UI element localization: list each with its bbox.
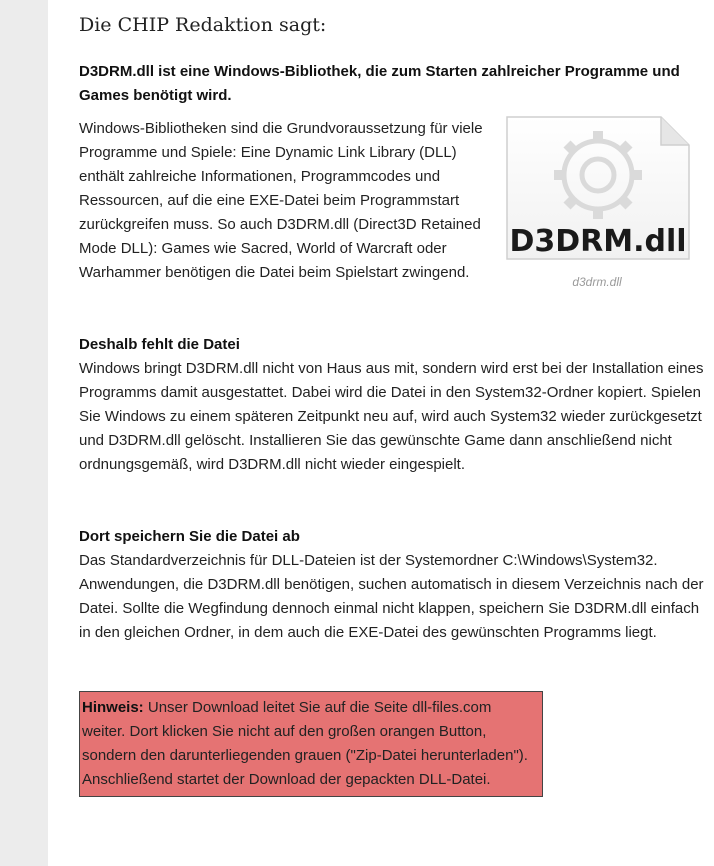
lead-paragraph: D3DRM.dll ist eine Windows-Bibliothek, die zum Starten zahlreicher Programme und Games benötigt wird. [79,63,680,104]
file-gear-icon [501,115,693,265]
intro-paragraph: Windows-Bibliotheken sind die Grundvoraussetzung für viele Programme und Spiele: Eine Dynamic Link Library (DLL) enthält zahlreiche Informationen, Programmcodes und Ressourcen, auf die eine EXE-Datei beim Programmstart zurückgreifen muss. So auch D3DRM.dll (Direct3D Retained Mode DLL): Games wie Sacred, World of Warcraft oder Warhammer benötigen die Datei beim Spielstart zwingend. [79,120,483,281]
file-icon-label: D3DRM.dll [509,224,687,259]
where-to-save-text: Das Standardverzeichnis für DLL-Dateien ist der Systemordner C:\Windows\System32. Anwendungen, die D3DRM.dll benötigen, suchen automatisch in diesem Verzeichnis nach der Datei. Sollte die Wegfindung dennoch einmal nicht klappen, speichern Sie D3DRM.dll einfach in den gleichen Ordner, in dem auch die EXE-Datei des gewünschten Programms liegt. [79,552,704,641]
left-rail [0,0,48,866]
note-label: Hinweis: [82,699,144,716]
section-title: Die CHIP Redaktion sagt: [79,14,327,36]
download-note [79,691,543,797]
file-figure [499,115,695,289]
why-missing-heading: Deshalb fehlt die Datei [79,336,240,353]
figure-caption: d3drm.dll [572,275,622,289]
why-missing-text: Windows bringt D3DRM.dll nicht von Haus aus mit, sondern wird erst bei der Installation eines Programms damit ausgestattet. Dabei wird die Datei in den System32-Ordner kopiert. Spielen Sie Windows zu einem späteren Zeitpunkt neu auf, wird auch System32 wieder zurückgesetzt und D3DRM.dll gelöscht. Installieren Sie das gewünschte Game dann anschließend nicht ordnungsgemäß, wird D3DRM.dll nicht wieder eingespielt. [79,360,704,473]
where-to-save-section [79,525,704,645]
where-to-save-heading: Dort speichern Sie die Datei ab [79,528,300,545]
why-missing-section [79,333,704,477]
note-text: Unser Download leitet Sie auf die Seite dll-files.com weiter. Dort klicken Sie nicht auf den großen orangen Button, sondern den darunterliegenden grauen ("Zip-Datei herunterladen"). Anschließend startet der Download der gepackten DLL-Datei. [82,699,528,788]
